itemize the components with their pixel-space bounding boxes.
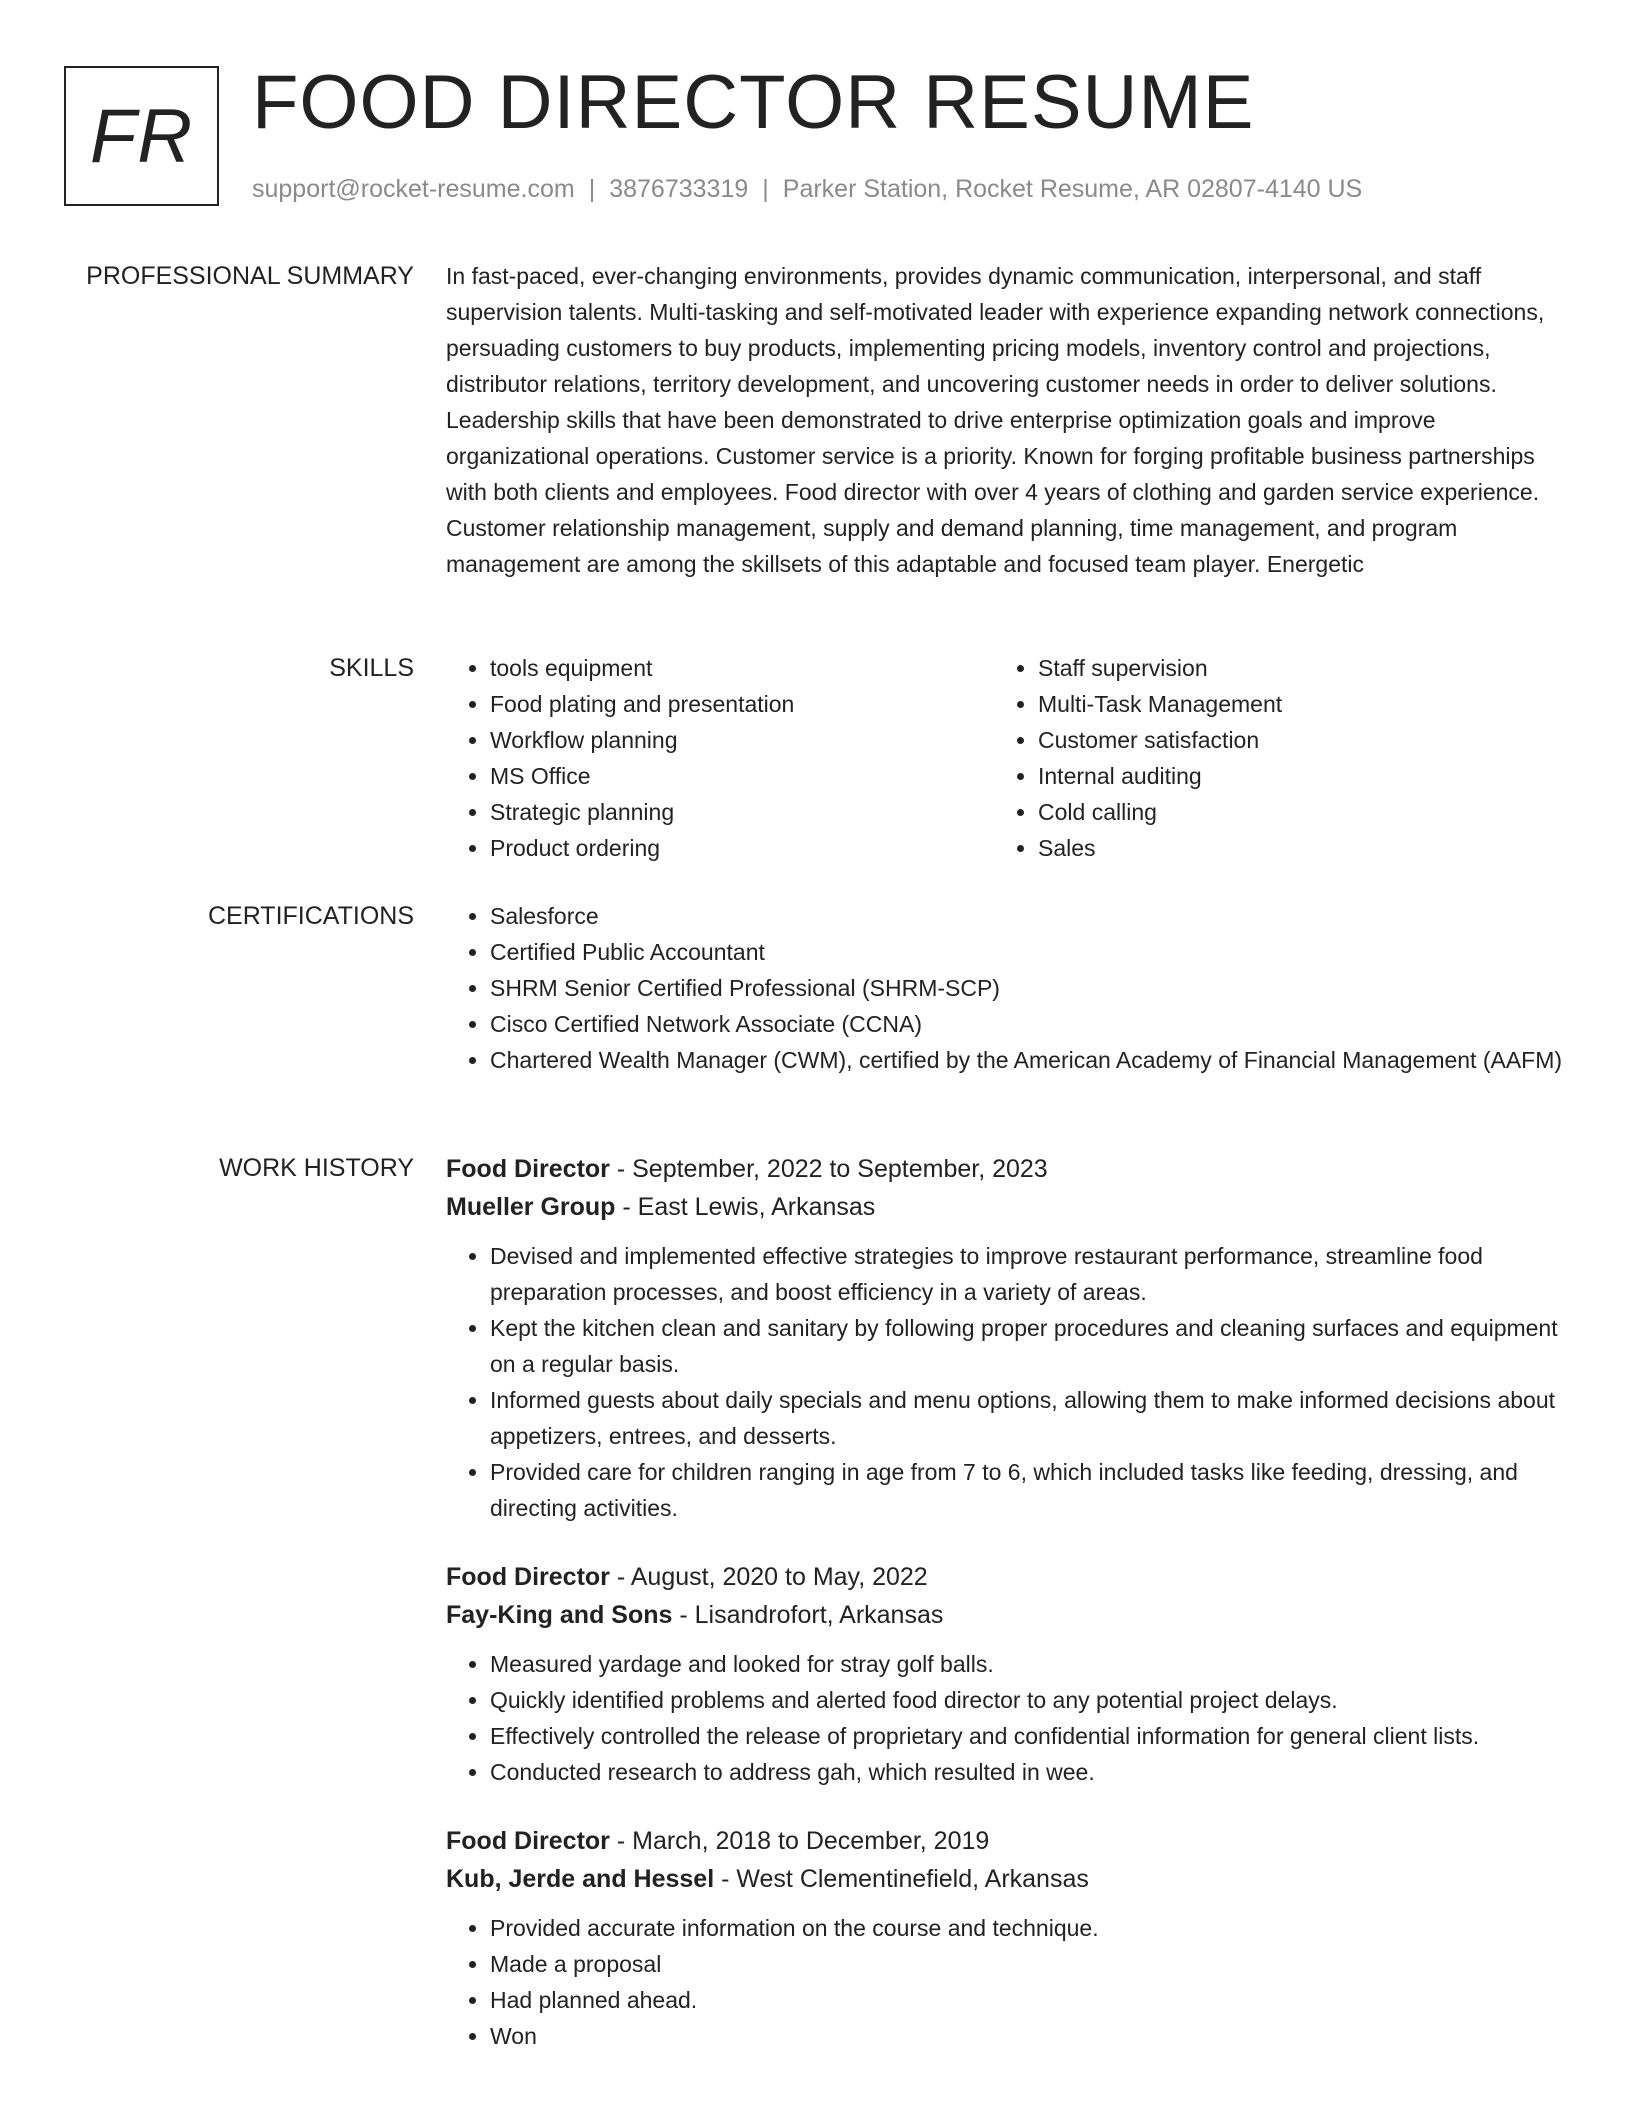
job-title: Food Director <box>446 1563 610 1591</box>
job-title: Food Director <box>446 1827 610 1855</box>
skill-item: • MS Office <box>490 758 994 794</box>
job-duty-item: • Won <box>490 2018 1570 2054</box>
skill-item: • Strategic planning <box>490 794 994 830</box>
work-history-body <box>446 1150 1570 2054</box>
job-title-line <box>446 1558 1570 1596</box>
job-duties-list <box>446 1910 1570 2054</box>
summary-body <box>446 258 1570 582</box>
job-duty-item: • Had planned ahead. <box>490 1982 1570 2018</box>
section-heading-skills: SKILLS <box>329 654 414 682</box>
job-duty-item: • Kept the kitchen clean and sanitary by following proper procedures and cleaning surfaces and equipment on a regular basis. <box>490 1310 1570 1382</box>
skill-item: • Cold calling <box>1038 794 1542 830</box>
contact-separator: | <box>588 175 596 203</box>
skills-body <box>446 650 1570 866</box>
job-title-line <box>446 1822 1570 1860</box>
skill-item: • Staff supervision <box>1038 650 1542 686</box>
job-location: - West Clementinefield, Arkansas <box>714 1865 1089 1893</box>
job-company: Fay-King and Sons <box>446 1601 673 1629</box>
job-entry <box>446 1558 1570 1790</box>
job-dates: - September, 2022 to September, 2023 <box>609 1155 1048 1183</box>
job-dates: - March, 2018 to December, 2019 <box>609 1827 990 1855</box>
job-duty-item: • Provided care for children ranging in age from 7 to 6, which included tasks like feeding, dressing, and directing activities. <box>490 1454 1570 1526</box>
job-duty-item: • Made a proposal <box>490 1946 1570 1982</box>
contact-phone[interactable]: 3876733319 <box>609 175 749 203</box>
job-duties-list <box>446 1646 1570 1790</box>
job-duty-item: • Effectively controlled the release of proprietary and confidential information for general client lists. <box>490 1718 1570 1754</box>
skills-column-right <box>994 650 1542 866</box>
monogram-badge <box>64 66 219 206</box>
skill-item: • Multi-Task Management <box>1038 686 1542 722</box>
certifications-list <box>446 898 1570 1078</box>
skill-item: • Sales <box>1038 830 1542 866</box>
skills-list-left <box>446 650 994 866</box>
job-entry <box>446 1150 1570 1526</box>
resume-title: FOOD DIRECTOR RESUME <box>252 60 1255 145</box>
summary-text: In fast-paced, ever-changing environments, provides dynamic communication, interpersonal, and staff supervision talents. Multi-tasking and self-motivated leader with experience expanding network connections, persuading customers to buy products, implementing pricing models, inventory control and projections, distributor relations, territory development, and uncovering customer needs in order to deliver solutions. Leadership skills that have been demonstrated to drive enterprise optimization goals and improve organizational operations. Customer service is a priority. Known for forging profitable business partnerships with both clients and employees. Food director with over 4 years of clothing and garden service experience. Customer relationship management, supply and demand planning, time management, and program management are among the skillsets of this adaptable and focused team player. Energetic <box>446 263 1545 577</box>
job-duties-list <box>446 1238 1570 1526</box>
skill-item: • Product ordering <box>490 830 994 866</box>
job-duty-item: • Informed guests about daily specials and menu options, allowing them to make informed decisions about appetizers, entrees, and desserts. <box>490 1382 1570 1454</box>
job-entry <box>446 1822 1570 2054</box>
job-company: Mueller Group <box>446 1193 616 1221</box>
skills-columns <box>446 650 1570 866</box>
job-company-line <box>446 1188 1570 1226</box>
skill-item: • Workflow planning <box>490 722 994 758</box>
skills-column-left <box>446 650 994 866</box>
job-location: - Lisandrofort, Arkansas <box>672 1601 944 1629</box>
job-duty-item: • Conducted research to address gah, which resulted in wee. <box>490 1754 1570 1790</box>
job-duty-item: • Quickly identified problems and alerted food director to any potential project delays. <box>490 1682 1570 1718</box>
certifications-body <box>446 898 1570 1078</box>
skill-item: • tools equipment <box>490 650 994 686</box>
contact-separator: | <box>762 175 769 203</box>
skills-list-right <box>994 650 1542 866</box>
skill-item: • Customer satisfaction <box>1038 722 1542 758</box>
certification-item: • Certified Public Accountant <box>490 934 1570 970</box>
monogram-initials: FR <box>89 93 194 179</box>
certification-item: • Chartered Wealth Manager (CWM), certified by the American Academy of Financial Management (AAFM) <box>490 1042 1570 1078</box>
job-duty-item: • Devised and implemented effective strategies to improve restaurant performance, streamline food preparation processes, and boost efficiency in a variety of areas. <box>490 1238 1570 1310</box>
job-company-line <box>446 1860 1570 1898</box>
job-company-line <box>446 1596 1570 1634</box>
contact-address: Parker Station, Rocket Resume, AR 02807-4140 US <box>782 175 1363 203</box>
skill-item: • Internal auditing <box>1038 758 1542 794</box>
job-title: Food Director <box>446 1155 610 1183</box>
job-location: - East Lewis, Arkansas <box>615 1193 876 1221</box>
certification-item: • SHRM Senior Certified Professional (SHRM-SCP) <box>490 970 1570 1006</box>
job-dates: - August, 2020 to May, 2022 <box>609 1563 928 1591</box>
certification-item: • Salesforce <box>490 898 1570 934</box>
job-duty-item: • Provided accurate information on the course and technique. <box>490 1910 1570 1946</box>
section-heading-certifications: CERTIFICATIONS <box>207 902 414 930</box>
job-title-line <box>446 1150 1570 1188</box>
certification-item: • Cisco Certified Network Associate (CCNA) <box>490 1006 1570 1042</box>
contact-line <box>252 174 1362 204</box>
job-company: Kub, Jerde and Hessel <box>446 1865 715 1893</box>
job-duty-item: • Measured yardage and looked for stray golf balls. <box>490 1646 1570 1682</box>
contact-email[interactable]: support@rocket-resume.com <box>252 175 575 203</box>
section-heading-summary: PROFESSIONAL SUMMARY <box>86 262 414 290</box>
section-heading-work-history: WORK HISTORY <box>219 1154 414 1182</box>
skill-item: • Food plating and presentation <box>490 686 994 722</box>
